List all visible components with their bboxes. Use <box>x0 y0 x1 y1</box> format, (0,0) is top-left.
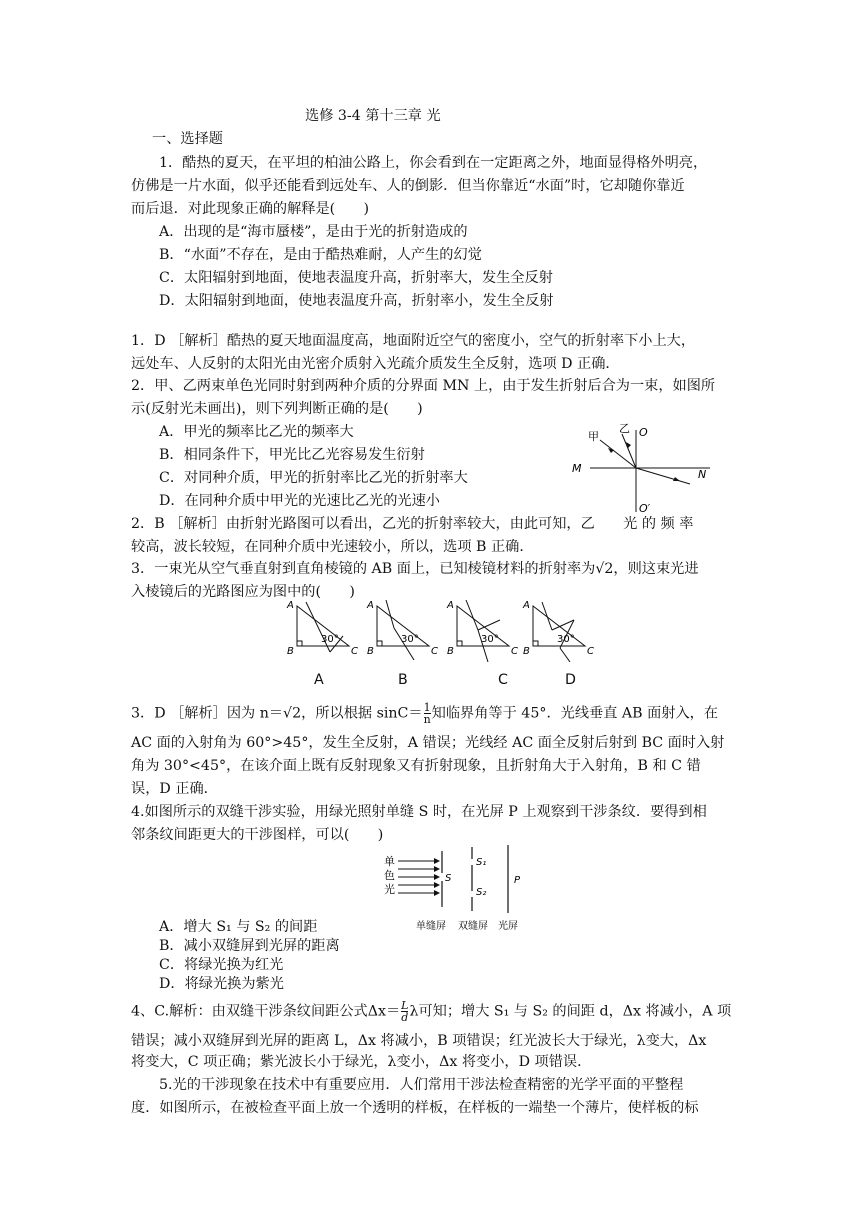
label-o: O <box>639 426 648 439</box>
fraction-num: 1 <box>423 701 431 714</box>
label-jia: 甲 <box>588 430 599 443</box>
prism-figure <box>521 600 607 662</box>
a3-line: 误，D 正确． <box>131 781 218 797</box>
svg-text:色: 色 <box>384 869 395 882</box>
section-heading: 一、选择题 <box>152 131 223 147</box>
label-s: S <box>445 873 452 884</box>
light-ray <box>542 602 552 630</box>
q5-line: 度．如图所示，在被检查平面上放一个透明的样板，在样板的一端垫一个薄片，使样板的标 <box>131 1100 699 1116</box>
a4-line <box>131 1000 731 1023</box>
caption-c: C <box>498 672 508 688</box>
a3-line: 角为 30°<45°，在该介面上既有反射现象又有折射现象，且折射角大于入射角，B 和 C 错 <box>131 758 701 774</box>
caption-d: D <box>565 672 576 688</box>
q4-line: 邻条纹间距更大的干涉图样，可以( ) <box>131 827 384 843</box>
angle-label: 30° <box>557 634 575 645</box>
svg-text:光: 光 <box>384 883 395 896</box>
caption-b: B <box>398 672 408 688</box>
fraction-den: n <box>423 713 431 726</box>
prism-figure <box>445 600 531 662</box>
q3-line: 3．一束光从空气垂直射到直角棱镜的 AB 面上，已知棱镜材料的折射率为√2，则这束光进 <box>131 561 699 577</box>
a4-line: 将变大，C 项正确；紫光波长小于绿光，λ变小，Δx 将变小，D 项错误． <box>131 1054 592 1070</box>
vertex-c-label: C <box>431 646 438 657</box>
fraction <box>424 702 431 725</box>
q4-option-c: C．将绿光换为红光 <box>159 957 284 973</box>
fraction <box>401 1000 408 1023</box>
page-title: 选修 3-4 第十三章 光 <box>305 108 441 124</box>
vertex-a-label: A <box>367 600 374 611</box>
a2-line: 2．B ［解析］由折射光路图可以看出，乙光的折射率较大，由此可知，乙 光 的 频 率 <box>131 516 694 532</box>
label-m: M <box>572 462 582 475</box>
q2-option-d: D．在同种介质中甲光的光速比乙光的光速小 <box>159 493 440 509</box>
label-yi: 乙 <box>619 422 630 435</box>
q2-option-a: A．甲光的频率比乙光的频率大 <box>159 424 354 440</box>
refraction-diagram <box>560 420 720 520</box>
vertex-b-label: B <box>523 646 530 657</box>
vertex-a-label: A <box>523 600 530 611</box>
a3-text: 知临界角等于 45°．光线垂直 AB 面射入，在 <box>431 705 719 722</box>
light-ray <box>466 600 478 630</box>
a3-line: AC 面的入射角为 60°>45°，发生全反射，A 错误；光线经 AC 面全反射后射到 BC 面时入射 <box>131 735 725 751</box>
caption-single-slit: 单缝屏 <box>416 921 446 932</box>
a2-line: 较高，波长较短，在同种介质中光速较小，所以，选项 B 正确． <box>131 539 534 555</box>
vertex-c-label: C <box>351 646 358 657</box>
q1-option-c: C．太阳辐射到地面，使地表温度升高，折射率大，发生全反射 <box>159 270 553 286</box>
q2-option-b: B．相同条件下，甲光比乙光容易发生衍射 <box>159 447 425 463</box>
a3-text: 3．D ［解析］因为 n＝√2，所以根据 sinC＝ <box>131 705 423 722</box>
a1-line: 1．D ［解析］酷热的夏天地面温度高，地面附近空气的密度小，空气的折射率下小上大， <box>131 333 696 349</box>
right-angle-mark <box>533 641 538 646</box>
a3-line <box>131 702 718 725</box>
fraction-num: L <box>401 999 409 1012</box>
q2-line: 示(反射光未画出)，则下列判断正确的是( ) <box>131 401 423 417</box>
vertex-c-label: C <box>587 646 594 657</box>
vertex-a-label: A <box>447 600 454 611</box>
label-p: P <box>514 875 521 886</box>
prism-figure <box>365 600 451 662</box>
vertex-b-label: B <box>367 646 374 657</box>
q1-option-b: B．“水面”不存在，是由于酷热难耐，人产生的幻觉 <box>159 247 482 263</box>
label-source: 单 <box>384 855 395 868</box>
double-slit-diagram <box>384 845 554 935</box>
q5-line: 5.光的干涉现象在技术中有重要应用．人们常用干涉法检查精密的光学平面的平整程 <box>159 1077 684 1093</box>
q1-line: 1．酷热的夏天，在平坦的柏油公路上，你会看到在一定距离之外，地面显得格外明亮， <box>159 155 708 171</box>
q4-option-d: D．将绿光换为紫光 <box>159 976 284 992</box>
q1-line: 仿佛是一片水面，似乎还能看到远处车、人的倒影．但当你靠近“水面”时，它却随你靠近 <box>131 178 685 194</box>
q3-line: 入棱镜后的光路图应为图中的( ) <box>131 584 355 600</box>
angle-label: 30° <box>321 634 339 645</box>
angle-label: 30° <box>481 634 499 645</box>
fraction-den: d <box>401 1011 409 1024</box>
q2-line: 2．甲、乙两束单色光同时射到两种介质的分界面 MN 上，由于发生折射后合为一束，如图所 <box>131 378 716 394</box>
q4-line: 4.如图所示的双缝干涉实验，用绿光照射单缝 S 时，在光屏 P 上观察到干涉条纹．要得到相 <box>131 804 707 820</box>
angle-label: 30° <box>401 634 419 645</box>
label-s2: S₂ <box>476 887 487 898</box>
q1-option-a: A．出现的是“海市蜃楼”，是由于光的折射造成的 <box>159 224 468 240</box>
vertex-c-label: C <box>511 646 518 657</box>
caption-double-slit: 双缝屏 <box>458 921 488 932</box>
q1-line: 而后退．对此现象正确的解释是( ) <box>131 201 370 217</box>
vertex-b-label: B <box>287 646 294 657</box>
right-angle-mark <box>297 641 302 646</box>
vertex-b-label: B <box>447 646 454 657</box>
a4-line: 错误；减小双缝屏到光屏的距离 L，Δx 将减小，B 项错误；红光波长大于绿光，λ变大，Δx <box>131 1033 707 1049</box>
right-angle-mark <box>377 641 382 646</box>
q1-option-d: D．太阳辐射到地面，使地表温度升高，折射率小，发生全反射 <box>159 293 554 309</box>
label-o-prime: O′ <box>639 502 651 515</box>
light-ray <box>560 648 570 662</box>
caption-screen: 光屏 <box>498 921 518 932</box>
q4-option-a: A．增大 S₁ 与 S₂ 的间距 <box>159 919 318 935</box>
q2-option-c: C．对同种介质，甲光的折射率比乙光的折射率大 <box>159 470 468 486</box>
a1-line: 远处车、人反射的太阳光由光密介质射入光疏介质发生全反射，选项 D 正确． <box>131 356 620 372</box>
right-angle-mark <box>457 641 462 646</box>
q4-option-b: B．减小双缝屏到光屏的距离 <box>159 938 340 954</box>
prism-figure <box>285 600 371 662</box>
a4-text: 4、C.解析：由双缝干涉条纹间距公式Δx＝ <box>131 1003 401 1020</box>
a4-text: λ可知；增大 S₁ 与 S₂ 的间距 d，Δx 将减小，A 项 <box>409 1003 732 1020</box>
vertex-a-label: A <box>287 600 294 611</box>
caption-a: A <box>314 672 324 688</box>
label-s1: S₁ <box>476 857 487 868</box>
label-n: N <box>698 468 707 481</box>
